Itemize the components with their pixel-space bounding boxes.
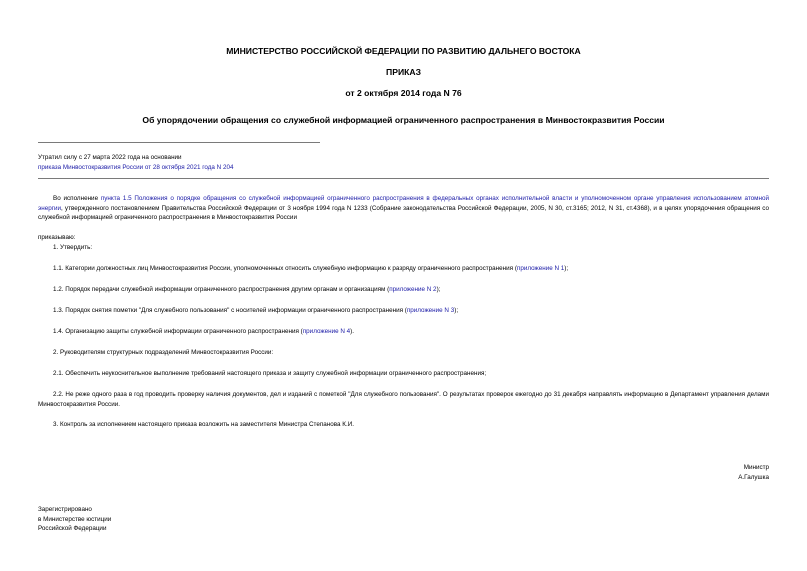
item-1-1-end: ); <box>564 265 569 272</box>
full-divider <box>38 178 769 179</box>
orders-word: приказываю: <box>38 234 76 241</box>
signature-block <box>738 463 769 482</box>
appendix-2-link[interactable]: приложение N 2 <box>389 286 437 293</box>
signatory-name: А.Галушка <box>738 473 769 481</box>
short-divider <box>38 142 320 143</box>
item-2-2: 2.2. Не реже одного раза в год проводить проверку наличия документов, дел и изданий с пометкой "Для служебного пользования". О результатах проверок ежегодно до 31 декабря направлять информацию в Департамент управления делами Минвостокразвития России. <box>38 391 769 408</box>
doc-type-heading: ПРИКАЗ <box>386 67 421 77</box>
item-1-1 <box>38 264 769 274</box>
document-page <box>38 0 769 571</box>
doc-title: Об упорядочении обращения со служебной информацией ограниченного распространения в Минвостокразвития России <box>142 115 665 125</box>
item-1-2-end: ); <box>436 286 441 293</box>
status-line: Утратил силу с 27 марта 2022 года на основании <box>38 154 182 161</box>
preamble-rest: , утвержденного постановлением Правительства Российской Федерации от 3 ноября 1994 года N 1233 (Собрание законодательства Российской Федерации, 2005, N 30, ст.3165; 2012, N 31, ст.4368), и в целях упорядочения обращения со служебной информацией ограниченного распространения в Минвостокразвития России <box>38 204 769 221</box>
item-1-1-text: 1.1. Категории должностных лиц Минвостокразвития России, уполномоченных относить служебную информацию к разряду ограниченного распространения ( <box>53 265 517 272</box>
appendix-4-link[interactable]: приложение N 4 <box>302 328 351 335</box>
item-1-3-end: ); <box>454 307 459 314</box>
ministry-heading: МИНИСТЕРСТВО РОССИЙСКОЙ ФЕДЕРАЦИИ ПО РАЗВИТИЮ ДАЛЬНЕГО ВОСТОКА <box>226 46 581 56</box>
item-1-2-text: 1.2. Порядок передачи служебной информации ограниченного распространения другим органам и организациям ( <box>53 286 390 293</box>
signatory-position: Министр <box>743 464 769 471</box>
item-1-2 <box>38 285 769 295</box>
item-1: 1. Утвердить: <box>53 244 93 251</box>
item-1-4 <box>38 327 769 337</box>
item-1-4-end: ). <box>350 328 354 335</box>
status-notice <box>38 153 769 172</box>
preamble-paragraph <box>38 194 769 223</box>
item-3: 3. Контроль за исполнением настоящего приказа возложить на заместителя Министра Степанова К.И. <box>53 421 354 428</box>
doc-date-number: от 2 октября 2014 года N 76 <box>345 88 462 98</box>
item-2: 2. Руководителям структурных подразделений Минвостокразвития России: <box>53 349 274 356</box>
item-2-1: 2.1. Обеспечить неукоснительное выполнение требований настоящего приказа и защиту служебной информации ограниченного распространения; <box>53 370 487 377</box>
preamble-link[interactable]: пункта 1.5 Положения о порядке обращения со служебной информацией ограниченного распространения в федеральных органах исполнительной власти и уполномоченном органе управления использованием атомной энергии <box>38 195 770 212</box>
registration-line-2: в Министерстве юстиции <box>38 515 112 523</box>
registration-block <box>38 505 111 534</box>
item-1-4-text: 1.4. Организацию защиты служебной информации ограниченного распространения ( <box>53 328 303 335</box>
status-link[interactable]: приказа Минвостокразвития России от 28 октября 2021 года N 204 <box>38 163 234 171</box>
registration-line-3: Российской Федерации <box>38 525 107 532</box>
appendix-1-link[interactable]: приложение N 1 <box>516 265 565 272</box>
item-1-3-text: 1.3. Порядок снятия пометки "Для служебного пользования" с носителей информации ограниченного распространения ( <box>53 307 407 314</box>
item-1-3 <box>38 306 769 316</box>
preamble-lead: Во исполнение <box>53 195 101 202</box>
appendix-3-link[interactable]: приложение N 3 <box>406 307 455 314</box>
registration-line-1: Зарегистрировано <box>38 506 92 513</box>
